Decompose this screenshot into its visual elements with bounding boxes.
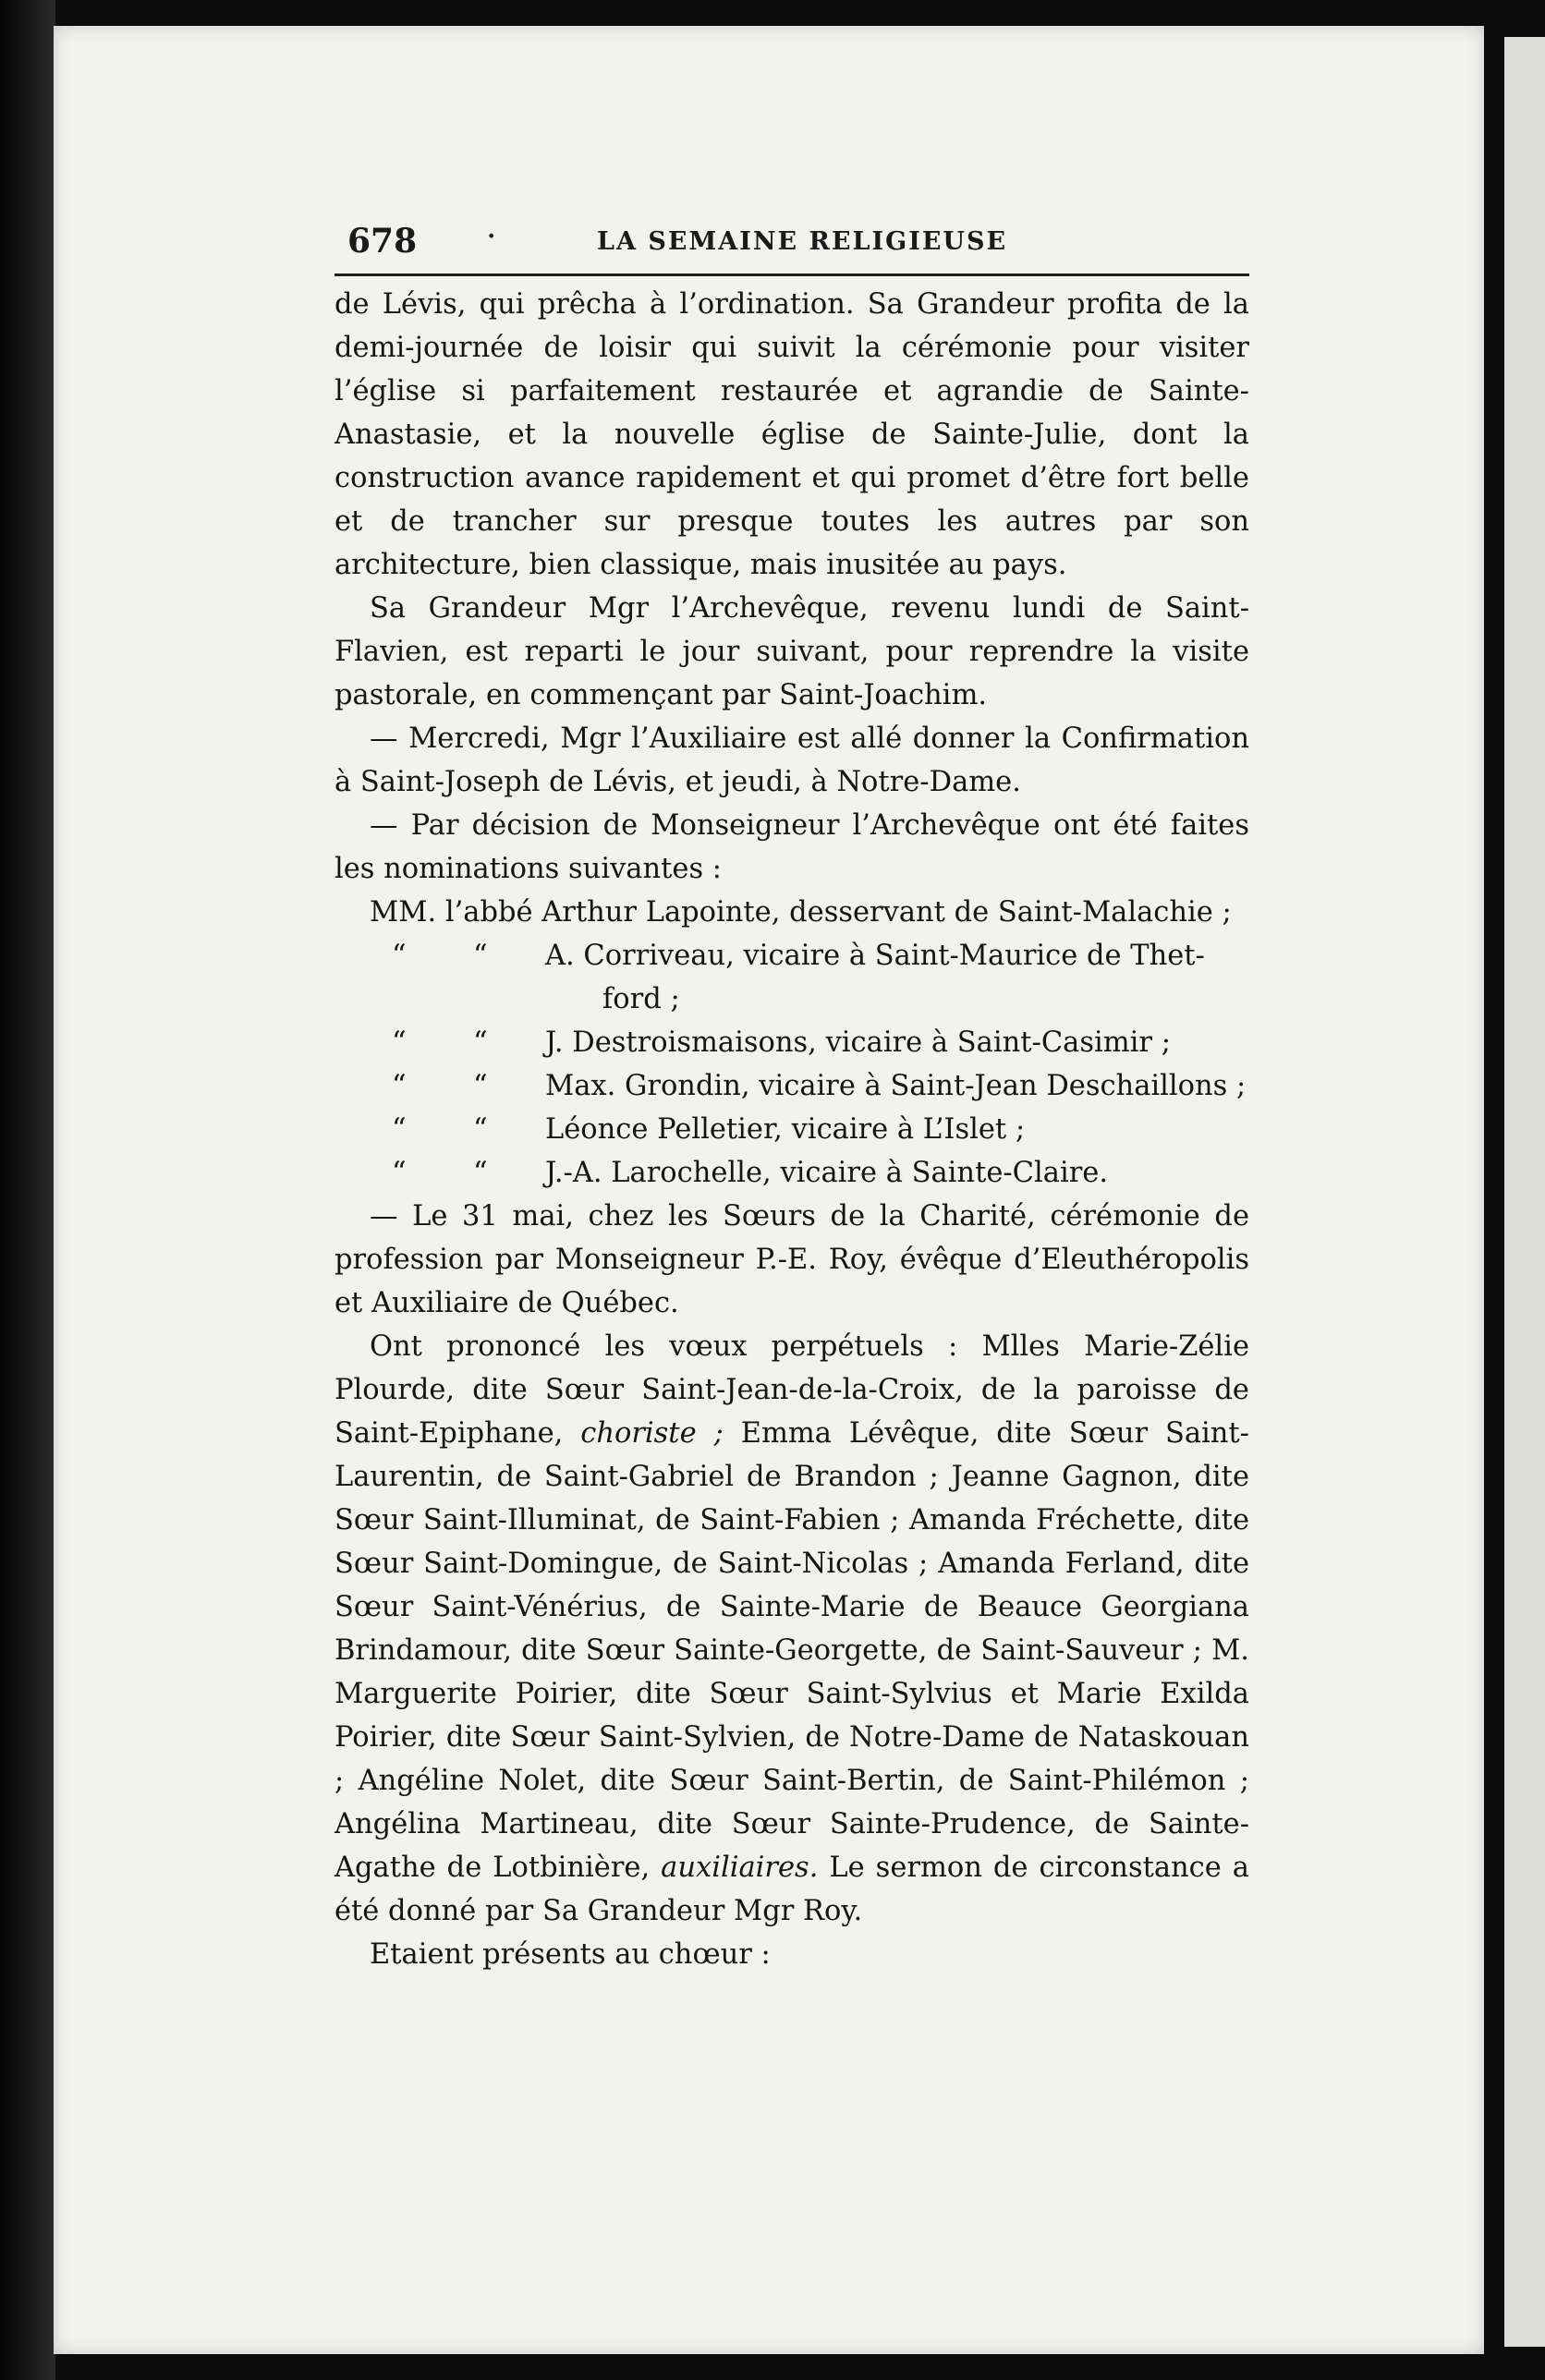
paragraph-auxiliaire: — Mercredi, Mgr l’Auxiliaire est allé donner la Confirmation à Saint-Joseph de Lévis, et jeudi, à Notre-Dame. [335,722,1249,798]
scan-gutter [1484,0,1506,2380]
ditto-mark: “ [473,1157,488,1189]
list-item [335,1151,1249,1195]
ditto-mark: “ [473,1070,488,1102]
nominations-list [335,891,1249,1195]
auxiliaires-italic: auxiliaires. [661,1852,819,1884]
list-item [335,891,1249,934]
nomination-text: Léonce Pelletier, vicaire à L’Islet ; [545,1113,1026,1146]
list-item [335,978,1249,1021]
ditto-mark: “ [392,1070,407,1102]
adjacent-page-edge [1504,37,1545,2347]
paragraph-continuation: de Lévis, qui prêcha à l’ordination. Sa Grandeur profita de la demi-journée de loisir qui suivit la cérémonie pour visiter l’église si parfaitement restaurée et agrandie de Sainte-Anastasie, et la nouvelle église de Sainte-Julie, dont la construction avance rapidement et qui promet d’être fort belle et de trancher sur presque toutes les autres par son architecture, bien classique, mais inusitée au pays. [335,288,1249,581]
page-header [347,218,1249,273]
voeux-text-b: Emma Lévêque, dite Sœur Saint-Laurentin, de Saint-Gabriel de Brandon ; Jeanne Gagnon, dite Sœur Saint-Illuminat, de Saint-Fabien ; Amanda Fréchette, dite Sœur Saint-Domingue, de Saint-Nicolas ; Amanda Ferland, dite Sœur Saint-Vénérius, de Sainte-Marie de Beauce Georgiana Brindamour, dite Sœur Sainte-Georgette, de Saint-Sauveur ; M. Marguerite Poirier, dite Sœur Saint-Sylvius et Marie Exilda Poirier, dite Sœur Saint-Sylvien, de Notre-Dame de Nataskouan ; Angéline Nolet, dite Sœur Saint-Bertin, de Saint-Philémon ; Angélina Martineau, dite Sœur Sainte-Prudence, de Sainte-Agathe de Lotbinière, [335,1417,1249,1884]
ditto-mark: “ [473,1113,488,1146]
header-separator: · [486,218,497,256]
list-item [335,1108,1249,1151]
paragraph-archeveque: Sa Grandeur Mgr l’Archevêque, revenu lundi de Saint-Flavien, est reparti le jour suivant, pour reprendre la visite pastorale, en commençant par Saint-Joachim. [335,592,1249,711]
nomination-text: J.-A. Larochelle, vicaire à Sainte-Claire. [545,1157,1109,1189]
list-item [335,1064,1249,1108]
nomination-first: MM. l’abbé Arthur Lapointe, desservant de Saint-Malachie ; [370,896,1232,929]
list-item [335,934,1249,978]
nomination-text: Max. Grondin, vicaire à Saint-Jean Deschaillons ; [545,1070,1247,1102]
scan-left-edge [0,0,55,2380]
nomination-text: J. Destroismaisons, vicaire à Saint-Casimir ; [545,1026,1171,1059]
paragraph-profession: — Le 31 mai, chez les Sœurs de la Charité, cérémonie de profession par Monseigneur P.-E. Roy, évêque d’Eleuthéropolis et Auxiliaire de Québec. [335,1200,1249,1319]
list-item [335,1021,1249,1064]
paragraph-voeux [335,1325,1249,1933]
header-rule [335,273,1249,276]
ditto-mark: “ [473,940,488,972]
nomination-text: A. Corriveau, vicaire à Saint-Maurice de Thet- [545,940,1205,972]
nomination-continuation: ford ; [602,983,680,1015]
ditto-mark: “ [473,1026,488,1059]
ditto-mark: “ [392,1113,407,1146]
running-title: LA SEMAINE RELIGIEUSE [597,227,1008,256]
voeux-text-c: Le sermon de circonstance a été donné par Sa Grandeur Mgr Roy. [335,1852,1249,1927]
page-number: 678 [347,222,418,261]
paragraph-presents: Etaient présents au chœur : [370,1938,771,1971]
ditto-mark: “ [392,1026,407,1059]
voeux-text-a: Ont prononcé les vœux perpétuels : Mlles Marie-Zélie Plourde, dite Sœur Saint-Jean-de-la-Croix, de la paroisse de Saint-Epiphane, [335,1330,1249,1450]
paragraph-nominations-intro: — Par décision de Monseigneur l’Archevêque ont été faites les nominations suivantes : [335,809,1249,885]
choriste-italic: choriste ; [580,1417,724,1450]
ditto-mark: “ [392,940,407,972]
article-body [335,283,1249,1976]
ditto-mark: “ [392,1157,407,1189]
